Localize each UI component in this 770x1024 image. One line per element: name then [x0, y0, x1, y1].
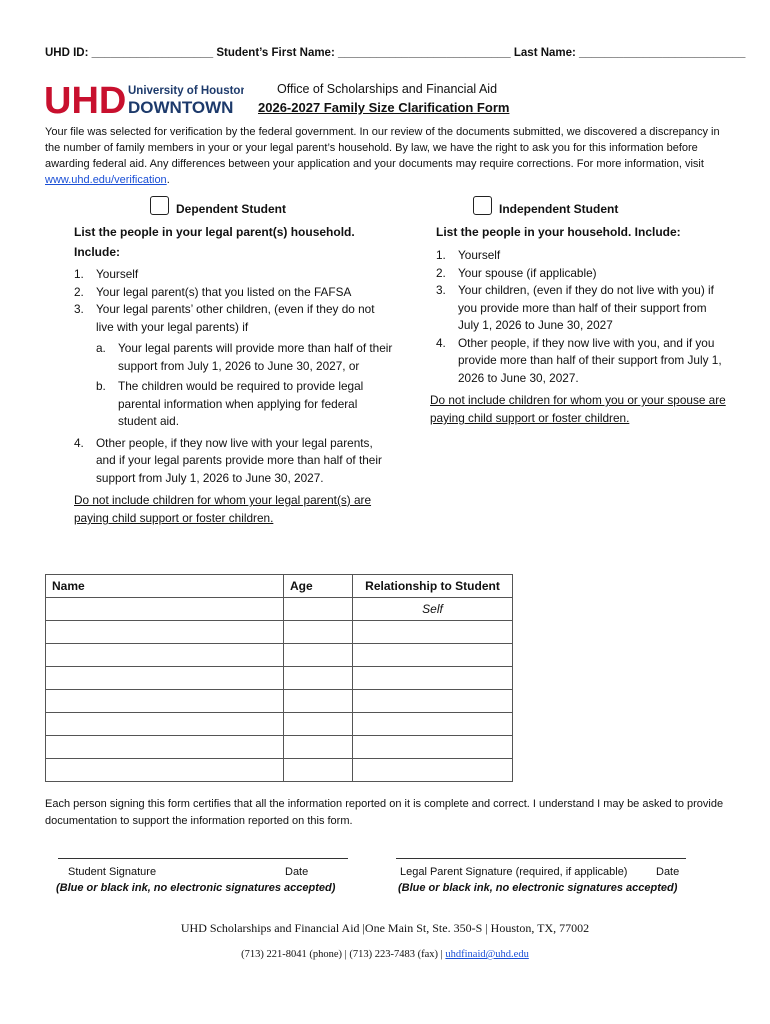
- parent-ink-note: (Blue or black ink, no electronic signatures accepted): [398, 882, 678, 894]
- list-item: 2. Your spouse (if applicable): [436, 265, 597, 280]
- list-item: a. Your legal parents will provide more than half of their support from July 1, 2026 to June 30, 2027, or: [96, 341, 393, 373]
- relationship-header: Relationship to Student: [353, 575, 513, 598]
- certification-text: Each person signing this form certifies that all the information reported on it is complete and correct. I understand I may be asked to provide documentation to support the information reported on this form.: [45, 798, 724, 827]
- table-row: [46, 759, 513, 782]
- verification-link[interactable]: www.uhd.edu/verification: [45, 174, 167, 186]
- uhd-id-label: UHD ID: ___________________: [45, 47, 214, 59]
- table-row: [46, 736, 513, 759]
- logo-line2: DOWNTOWN: [128, 98, 234, 117]
- table-row: [46, 713, 513, 736]
- list-item: 2. Your legal parent(s) that you listed on the FAFSA: [74, 284, 352, 299]
- parent-signature-label: Legal Parent Signature (required, if applicable): [400, 866, 628, 878]
- uhd-logo: [44, 80, 244, 118]
- student-date-label: Date: [285, 866, 309, 878]
- independent-list-wrap: [430, 247, 726, 427]
- table-row: [46, 644, 513, 667]
- footer-contact-line: [0, 949, 770, 960]
- student-ink-note: (Blue or black ink, no electronic signatures accepted): [56, 882, 336, 894]
- relationship-cell[interactable]: [353, 621, 513, 644]
- age-cell[interactable]: [284, 644, 353, 667]
- list-item: 1. Yourself: [74, 267, 139, 281]
- student-signature-label: Student Signature: [68, 866, 157, 878]
- independent-note: Do not include children for whom you or your spouse are paying child support or foster children.: [430, 393, 726, 425]
- dependent-checkbox[interactable]: [150, 196, 169, 215]
- student-signature-line[interactable]: [58, 858, 348, 859]
- age-cell[interactable]: [284, 598, 353, 621]
- age-cell[interactable]: [284, 759, 353, 782]
- age-cell[interactable]: [284, 690, 353, 713]
- table-header-row: [46, 575, 513, 598]
- list-item: 3. Your legal parents’ other children, (even if they do not live with your legal parents) if a. Your legal parents will provide more than half of their support from July 1, 2026 to June 30, 2027, or b. The children would be required to provide legal parental information when applying for federal student aid.: [74, 301, 394, 431]
- dependent-heading: Dependent Student: [176, 202, 286, 216]
- relationship-cell[interactable]: [353, 667, 513, 690]
- last-name-label: Last Name: __________________________: [513, 47, 746, 59]
- relationship-cell[interactable]: [353, 759, 513, 782]
- name-cell[interactable]: [46, 759, 284, 782]
- table-row: [46, 598, 513, 621]
- independent-checkbox[interactable]: [473, 196, 492, 215]
- age-cell[interactable]: [284, 667, 353, 690]
- footer-email-link[interactable]: uhdfinaid@uhd.edu: [445, 949, 529, 960]
- age-cell[interactable]: [284, 736, 353, 759]
- name-cell[interactable]: [46, 736, 284, 759]
- age-header: Age: [284, 575, 353, 598]
- list-item: 4. Other people, if they now live with you, and if you provide more than half of their support from July 1, 2026 to June 30, 2027.: [436, 335, 722, 385]
- name-cell[interactable]: [46, 690, 284, 713]
- name-header: Name: [46, 575, 284, 598]
- form-title: 2026-2027 Family Size Clarification Form: [258, 100, 510, 115]
- relationship-cell[interactable]: Self: [353, 598, 513, 621]
- logo-line1: University of Houston: [128, 85, 244, 97]
- parent-date-label: Date: [656, 866, 680, 878]
- office-name: Office of Scholarships and Financial Aid: [277, 82, 498, 96]
- name-cell[interactable]: [46, 644, 284, 667]
- list-item: 1. Yourself: [436, 248, 501, 262]
- logo-mark-text: UHD: [44, 80, 127, 118]
- age-cell[interactable]: [284, 713, 353, 736]
- dependent-instructions: [74, 222, 404, 262]
- relationship-cell[interactable]: [353, 644, 513, 667]
- list-item: 3. Your children, (even if they do not live with you) if you provide more than half of their support from July 1, 2026 to June 30, 2027: [436, 283, 714, 332]
- dependent-note: Do not include children for whom your legal parent(s) are paying child support or foster children.: [74, 493, 372, 525]
- age-cell[interactable]: [284, 621, 353, 644]
- intro-text: Your file was selected for verification by the federal government. In our review of the documents submitted, we discovered a discrepancy in the number of family members in your or your legal parent’s household. By law, we have the right to ask you for this information before awarding federal aid. Any differences between your application and your documents may require corrections. For more information, visit: [45, 126, 720, 170]
- intro-paragraph: [45, 124, 725, 188]
- list-item: b. The children would be required to provide legal parental information when applying for federal student aid.: [96, 379, 364, 428]
- dependent-list-wrap: [74, 266, 394, 527]
- name-cell[interactable]: [46, 667, 284, 690]
- table-row: [46, 621, 513, 644]
- table-row: [46, 690, 513, 713]
- relationship-cell[interactable]: [353, 713, 513, 736]
- footer-address: UHD Scholarships and Financial Aid |One Main St, Ste. 350-S | Houston, TX, 77002: [180, 921, 590, 935]
- intro-end: .: [166, 174, 170, 186]
- table-row: [46, 667, 513, 690]
- dependent-sublist: [96, 340, 394, 431]
- first-name-label: Student’s First Name: ___________________________: [216, 47, 511, 59]
- dependent-sub2: Include:: [74, 245, 121, 259]
- independent-heading: Independent Student: [499, 202, 619, 216]
- name-cell[interactable]: [46, 621, 284, 644]
- student-info-line: [45, 47, 745, 59]
- name-cell[interactable]: [46, 598, 284, 621]
- relationship-cell[interactable]: [353, 690, 513, 713]
- independent-list: [436, 247, 726, 387]
- dependent-list: [74, 266, 394, 487]
- independent-sub1: List the people in your household. Include:: [436, 225, 681, 239]
- parent-signature-line[interactable]: [396, 858, 686, 859]
- list-item: 4. Other people, if they now live with your legal parents, and if your legal parents provide more than half of their support from July 1, 2026 to June 30, 2027.: [74, 435, 382, 485]
- footer-contact: (713) 221-8041 (phone) | (713) 223-7483 (fax) |: [241, 949, 446, 960]
- name-cell[interactable]: [46, 713, 284, 736]
- relationship-cell[interactable]: [353, 736, 513, 759]
- dependent-sub1: List the people in your legal parent(s) household.: [74, 225, 355, 239]
- family-table: [45, 574, 513, 782]
- uhd-logo-mark: [44, 80, 244, 118]
